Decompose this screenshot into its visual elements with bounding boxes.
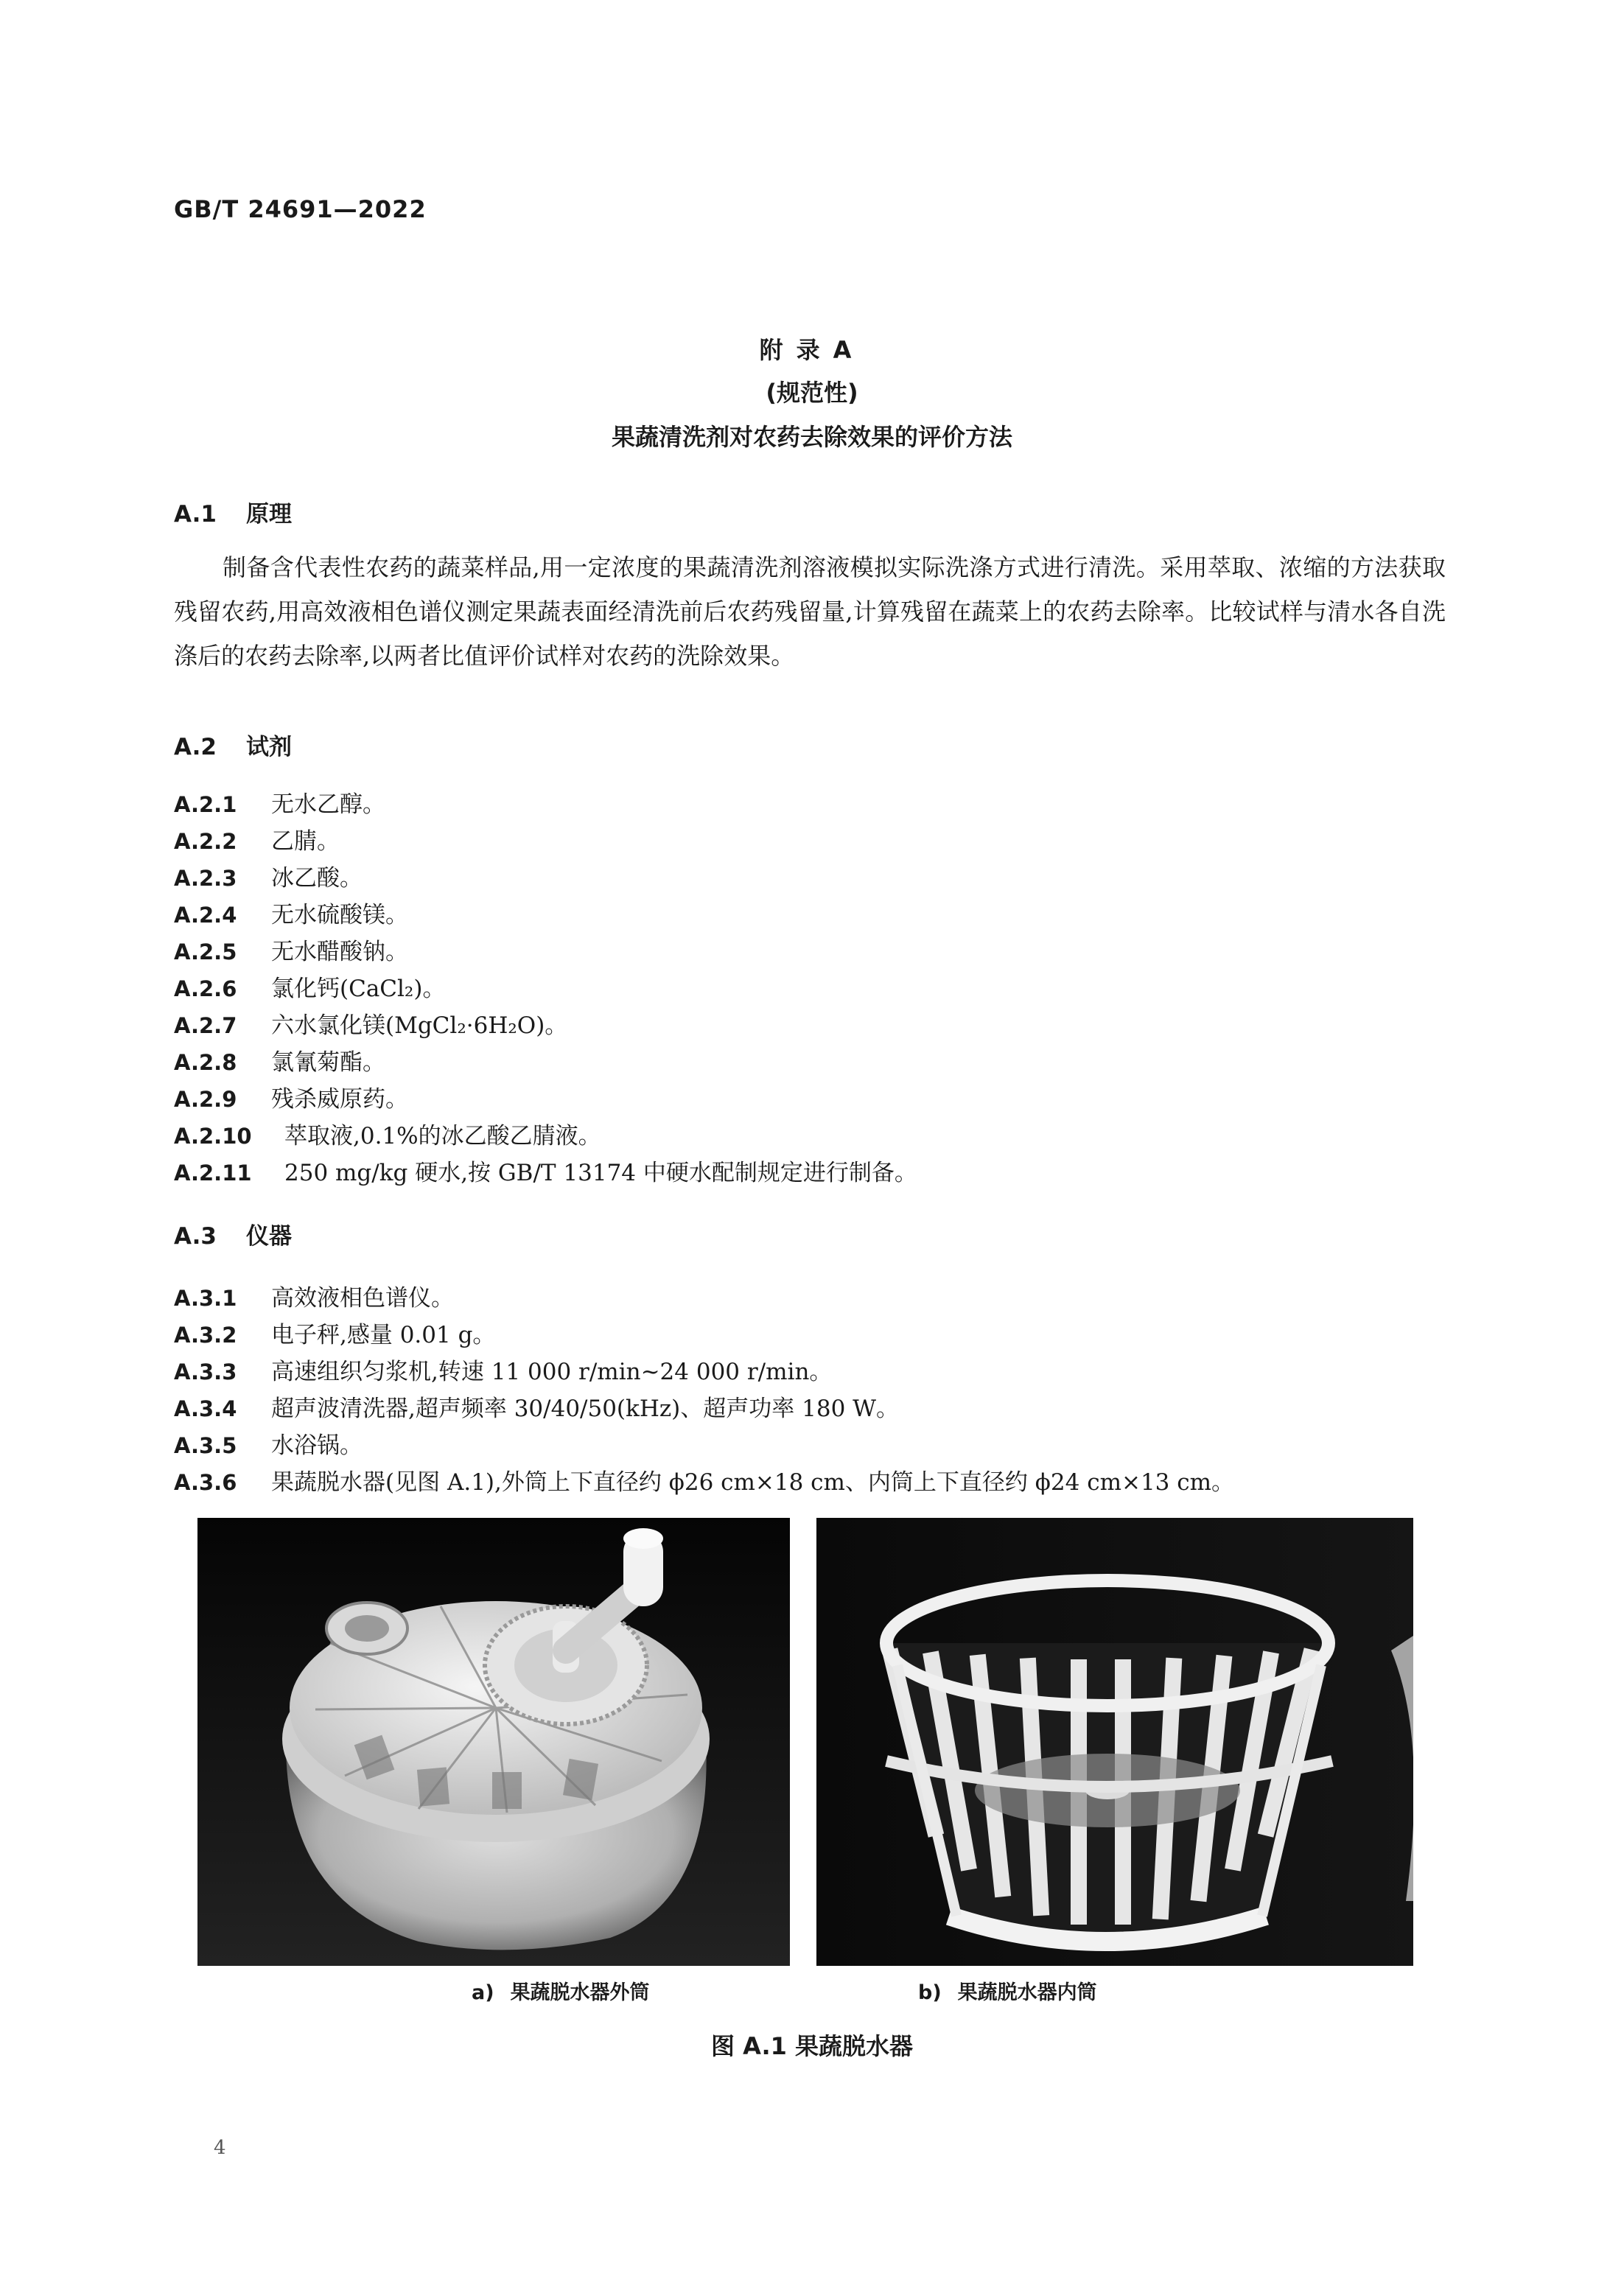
reagent-item [174,1154,917,1187]
item-number: A.3.1 [174,1286,237,1311]
item-text: 氯化钙(CaCl₂)。 [271,976,446,1002]
item-text: 超声波清洗器,超声频率 30/40/50(kHz)、超声功率 180 W。 [271,1396,900,1422]
section-number: A.3 [174,1223,217,1250]
reagent-item [174,933,408,966]
page-number: 4 [214,2137,226,2159]
instrument-item [174,1463,1234,1496]
annex-nature: (规范性) [766,379,858,407]
item-text: 250 mg/kg 硬水,按 GB/T 13174 中硬水配制规定进行制备。 [284,1160,917,1186]
item-text: 萃取液,0.1%的冰乙酸乙腈液。 [284,1123,601,1149]
item-number: A.2.8 [174,1050,237,1075]
section-heading-a1 [174,495,292,528]
item-number: A.2.2 [174,829,237,854]
reagent-item [174,1080,408,1113]
paragraph-line: 效果。 [724,642,795,670]
reagent-item [174,822,340,855]
item-text: 水浴锅。 [271,1432,363,1459]
instrument-item [174,1426,363,1460]
figure-caption-a [472,1976,650,2005]
figure-caption-b [918,1976,1097,2005]
item-text: 高效液相色谱仪。 [271,1285,454,1312]
instrument-item [174,1353,832,1386]
instrument-item [174,1279,454,1312]
item-text: 电子秤,感量 0.01 g。 [271,1322,496,1348]
standard-code: GB/T 24691—2022 [174,195,427,223]
inner-basket-illustration [816,1518,1413,1966]
item-number: A.2.3 [174,866,237,891]
instrument-item [174,1390,899,1423]
section-title: 仪器 [246,1223,292,1250]
outer-bowl-illustration [197,1518,790,1966]
paragraph-line: 蔬菜上的农药去除率。比较试样与清水各自洗涤后的农药去除率,以两者比值评价试样对农药的洗除 [174,598,1446,670]
section-number: A.1 [174,501,217,528]
item-text: 无水乙醇。 [271,791,385,818]
reagent-item [174,1117,601,1150]
item-number: A.2.6 [174,976,237,1001]
item-text: 六水氯化镁(MgCl₂·6H₂O)。 [271,1012,568,1039]
annex-label: 附录A [759,336,865,364]
paragraph-line: 萃取、浓缩的方法获取残留农药,用高效液相色谱仪测定果蔬表面经清洗前后农药残留量,计算残留在 [174,553,1446,626]
photo-inner-basket [816,1518,1413,1966]
item-number: A.2.9 [174,1087,237,1112]
item-number: A.3.4 [174,1396,237,1421]
section-title: 原理 [246,501,292,528]
paragraph-line: 制备含代表性农药的蔬菜样品,用一定浓度的果蔬清洗剂溶液模拟实际洗涤方式进行清洗。采用 [223,553,1208,581]
figure-title: 图 A.1 果蔬脱水器 [710,2032,914,2060]
item-text: 果蔬脱水器(见图 A.1),外筒上下直径约 ϕ26 cm×18 cm、内筒上下直径约 ϕ24 cm×13 cm。 [271,1469,1235,1496]
caption-text: 果蔬脱水器外筒 [510,1981,650,2004]
reagent-item [174,1007,567,1040]
section-title: 试剂 [246,734,292,760]
caption-text: 果蔬脱水器内筒 [957,1981,1097,2004]
item-text: 残杀威原药。 [271,1086,408,1113]
item-text: 无水硫酸镁。 [271,902,408,928]
principle-paragraph [174,545,1446,678]
photo-outer-bowl [197,1518,790,1966]
instrument-item [174,1316,495,1349]
reagent-item [174,859,363,892]
item-text: 冰乙酸。 [271,865,363,892]
section-number: A.2 [174,734,217,760]
item-text: 氯氰菊酯。 [271,1049,385,1076]
reagent-item [174,785,385,819]
item-number: A.2.7 [174,1013,237,1038]
section-heading-a3 [174,1217,292,1250]
caption-mark: a) [472,1981,494,2004]
caption-mark: b) [918,1981,942,2004]
item-number: A.2.1 [174,792,237,817]
item-text: 乙腈。 [271,828,340,855]
item-number: A.3.2 [174,1323,237,1348]
item-number: A.3.5 [174,1433,237,1458]
item-number: A.3.3 [174,1359,237,1384]
item-number: A.2.10 [174,1124,252,1149]
reagent-item [174,1043,385,1077]
reagent-item [174,970,445,1003]
item-text: 无水醋酸钠。 [271,939,408,965]
annex-title: 果蔬清洗剂对农药去除效果的评价方法 [611,423,1012,451]
item-number: A.2.4 [174,903,237,928]
item-number: A.2.5 [174,939,237,965]
item-text: 高速组织匀浆机,转速 11 000 r/min~24 000 r/min。 [271,1359,833,1385]
item-number: A.2.11 [174,1160,252,1186]
section-heading-a2 [174,728,292,761]
item-number: A.3.6 [174,1470,237,1495]
reagent-item [174,896,408,929]
